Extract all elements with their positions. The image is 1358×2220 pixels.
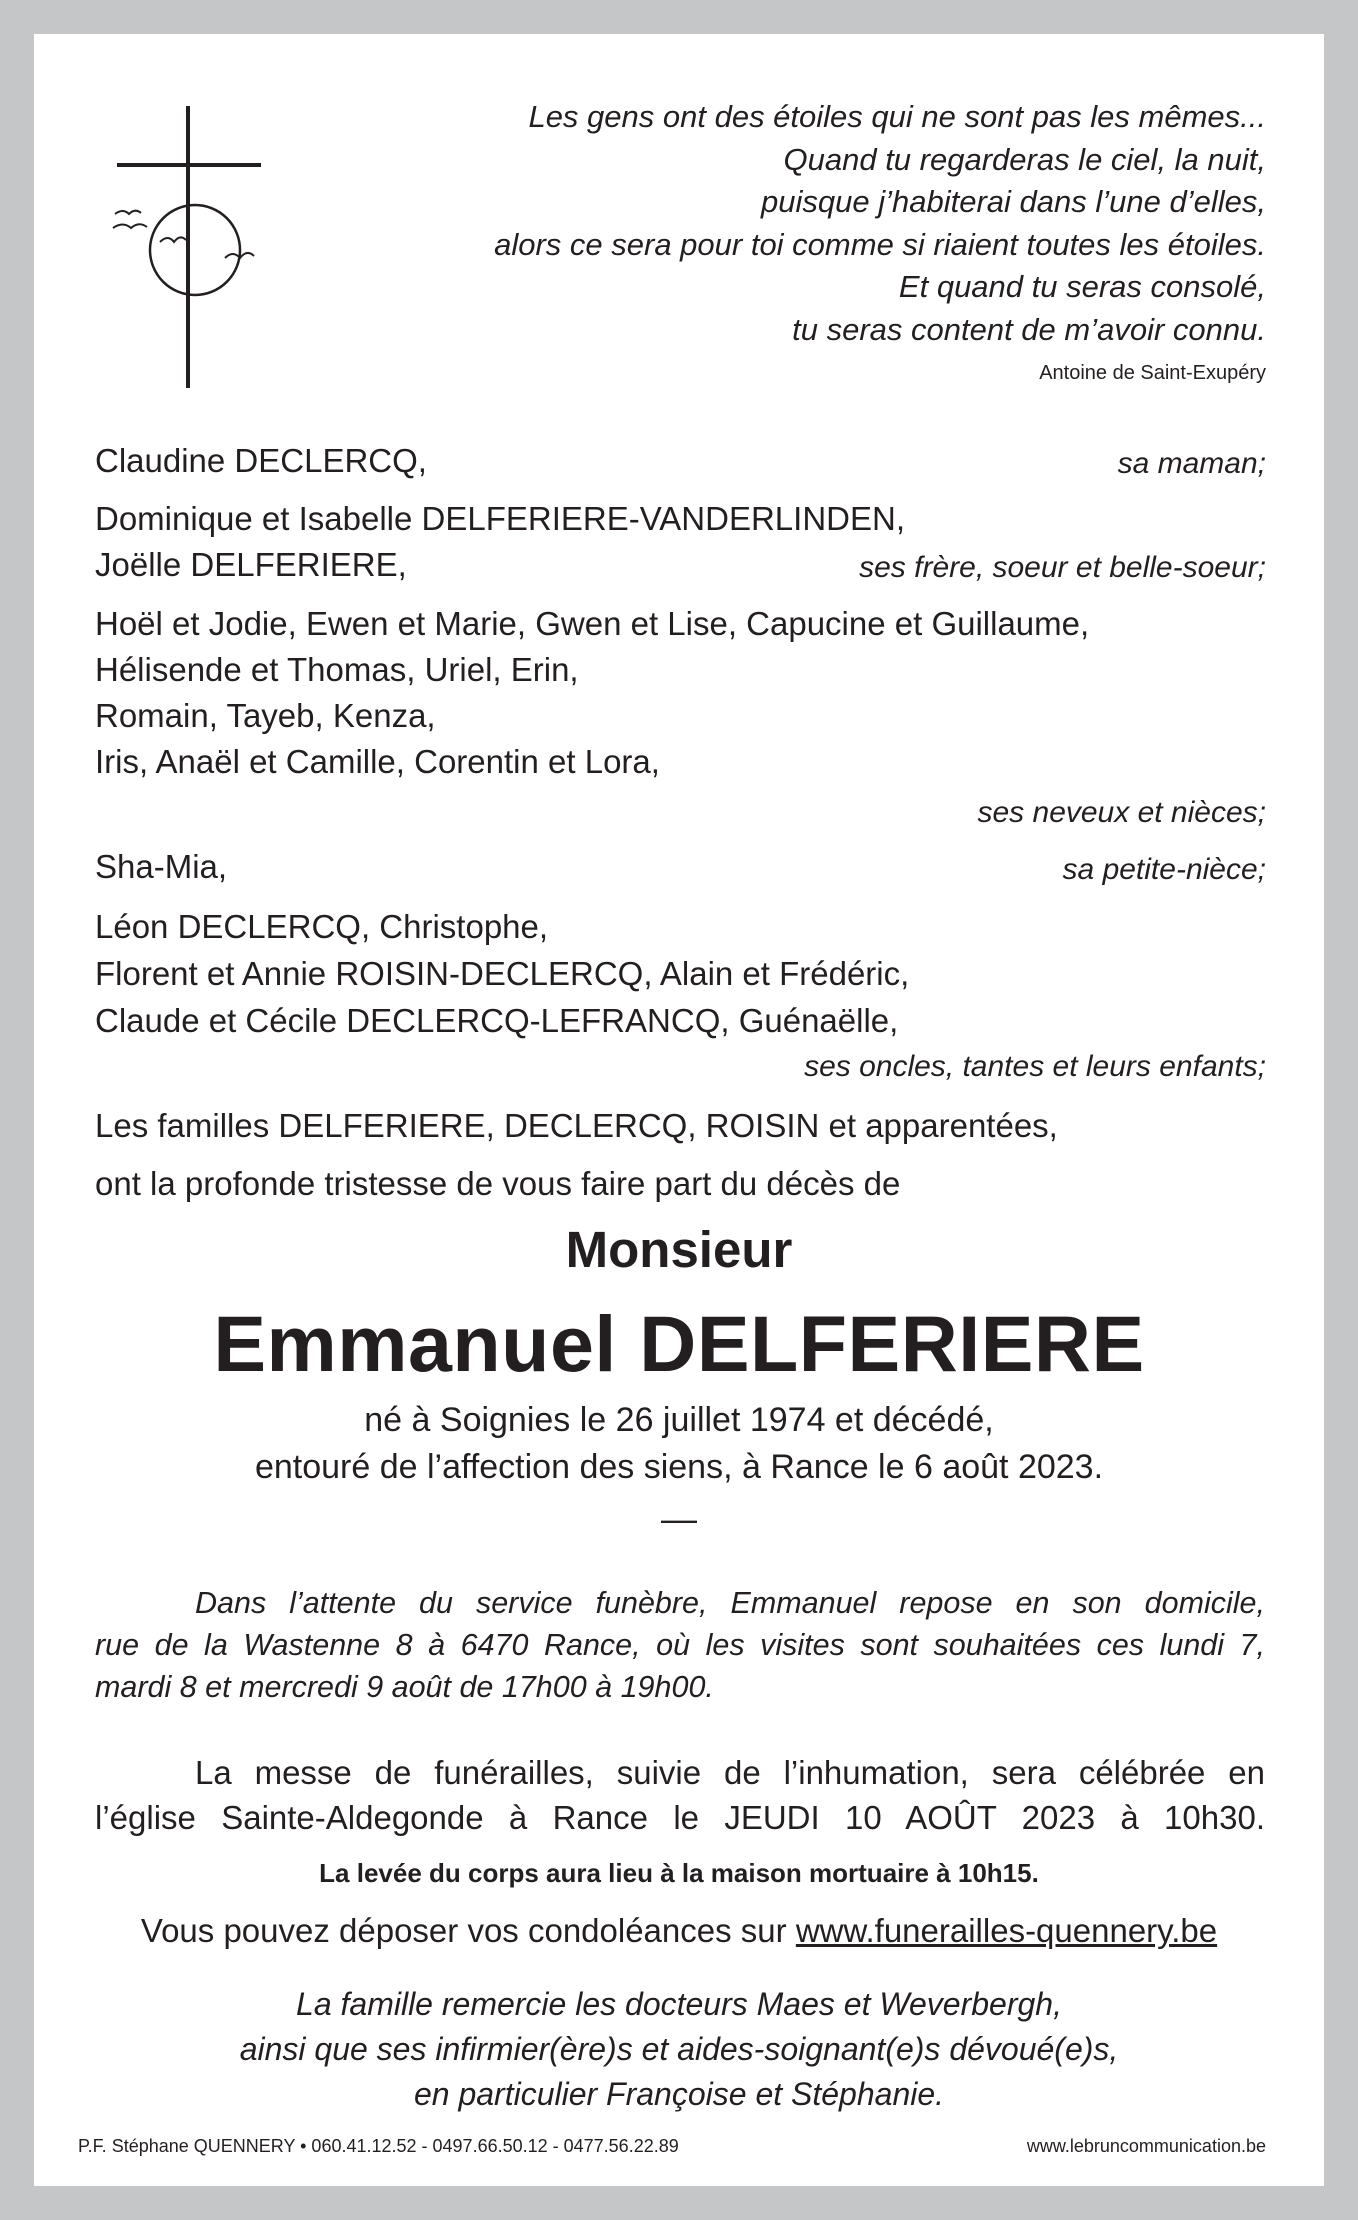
mass-paragraph — [95, 1750, 1265, 1840]
visitation-line: rue de la Wastenne 8 à 6470 Rance, où les visites sont souhaitées ces lundi 7, — [95, 1628, 1265, 1662]
visitation-line: Dans l’attente du service funèbre, Emmanuel repose en son domicile, — [195, 1586, 1265, 1620]
siblings-line: Dominique et Isabelle DELFERIERE-VANDERLINDEN, — [95, 500, 905, 537]
nephews-line: Hoël et Jodie, Ewen et Marie, Gwen et Lise, Capucine et Guillaume, — [95, 605, 1090, 642]
thanks-line: La famille remercie les docteurs Maes et Weverbergh, — [296, 1986, 1062, 2022]
mother-relation: sa maman; — [1117, 447, 1266, 480]
condolences-link[interactable]: www.funerailles-quennery.be — [795, 1912, 1218, 1949]
deceased-title: Monsieur — [565, 1221, 793, 1278]
printer-credit: www.lebruncommunication.be — [1026, 2136, 1266, 2156]
nephews-line: Iris, Anaël et Camille, Corentin et Lora, — [95, 743, 660, 780]
quote-line: Quand tu regarderas le ciel, la nuit, — [783, 141, 1266, 177]
quote-line: Et quand tu seras consolé, — [898, 269, 1266, 304]
uncles-line: Florent et Annie ROISIN-DECLERCQ, Alain et Frédéric, — [95, 955, 910, 992]
condolences-line — [0, 1912, 1358, 1950]
birth-death-block — [0, 1397, 1358, 1491]
separator-dash: — — [661, 1498, 697, 1539]
birth-line: né à Soignies le 26 juillet 1974 et décédé, — [364, 1401, 994, 1439]
quote-line: Les gens ont des étoiles qui ne sont pas les mêmes... — [528, 99, 1266, 134]
thanks-block — [0, 1982, 1358, 2117]
deceased-name: Emmanuel DELFERIERE — [213, 1299, 1145, 1388]
grandniece-relation: sa petite-nièce; — [1062, 853, 1266, 886]
funeral-home-contact: P.F. Stéphane QUENNERY • 060.41.12.52 - 0497.66.50.12 - 0477.56.22.89 — [78, 2136, 679, 2156]
quote-block — [260, 96, 1266, 351]
condolences-text: Vous pouvez déposer vos condoléances sur — [140, 1912, 787, 1949]
mass-line: La messe de funérailles, suivie de l’inhumation, sera célébrée en — [195, 1754, 1265, 1791]
nephews-line: Romain, Tayeb, Kenza, — [95, 697, 436, 734]
siblings-line: Joëlle DELFERIERE, — [95, 546, 407, 583]
death-line: entouré de l’affection des siens, à Rance le 6 août 2023. — [254, 1448, 1104, 1486]
visitation-line: mardi 8 et mercredi 9 août de 17h00 à 19h00. — [95, 1670, 714, 1704]
quote-line: puisque j’habiterai dans l’une d’elles, — [761, 184, 1266, 219]
quote-line: tu seras content de m’avoir connu. — [792, 311, 1266, 347]
uncles-relation: ses oncles, tantes et leurs enfants; — [804, 1050, 1266, 1083]
siblings-relation: ses frère, soeur et belle-soeur; — [859, 551, 1266, 584]
quote-line: alors ce sera pour toi comme si riaient toutes les étoiles. — [494, 226, 1266, 262]
levee-notice: La levée du corps aura lieu à la maison mortuaire à 10h15. — [319, 1858, 1039, 1888]
nephews-relation: ses neveux et nièces; — [977, 796, 1266, 829]
nephews-line: Hélisende et Thomas, Uriel, Erin, — [95, 651, 579, 688]
uncles-line: Léon DECLERCQ, Christophe, — [95, 908, 549, 945]
announce-line: ont la profonde tristesse de vous faire part du décès de — [95, 1165, 901, 1202]
quote-author: Antoine de Saint-Exupéry — [1039, 362, 1266, 384]
uncles-line: Claude et Cécile DECLERCQ-LEFRANCQ, Guénaëlle, — [95, 1002, 899, 1039]
grandniece-name: Sha-Mia, — [95, 848, 228, 885]
mass-line: l’église Sainte-Aldegonde à Rance le JEUDI 10 AOÛT 2023 à 10h30. — [95, 1799, 1265, 1836]
mother-name: Claudine DECLERCQ, — [95, 442, 427, 479]
families-line: Les familles DELFERIERE, DECLERCQ, ROISIN et apparentées, — [95, 1107, 1058, 1144]
thanks-line: ainsi que ses infirmier(ère)s et aides-soignant(e)s dévoué(e)s, — [239, 2031, 1119, 2067]
thanks-line: en particulier Françoise et Stéphanie. — [413, 2076, 945, 2112]
visitation-paragraph — [95, 1582, 1265, 1708]
